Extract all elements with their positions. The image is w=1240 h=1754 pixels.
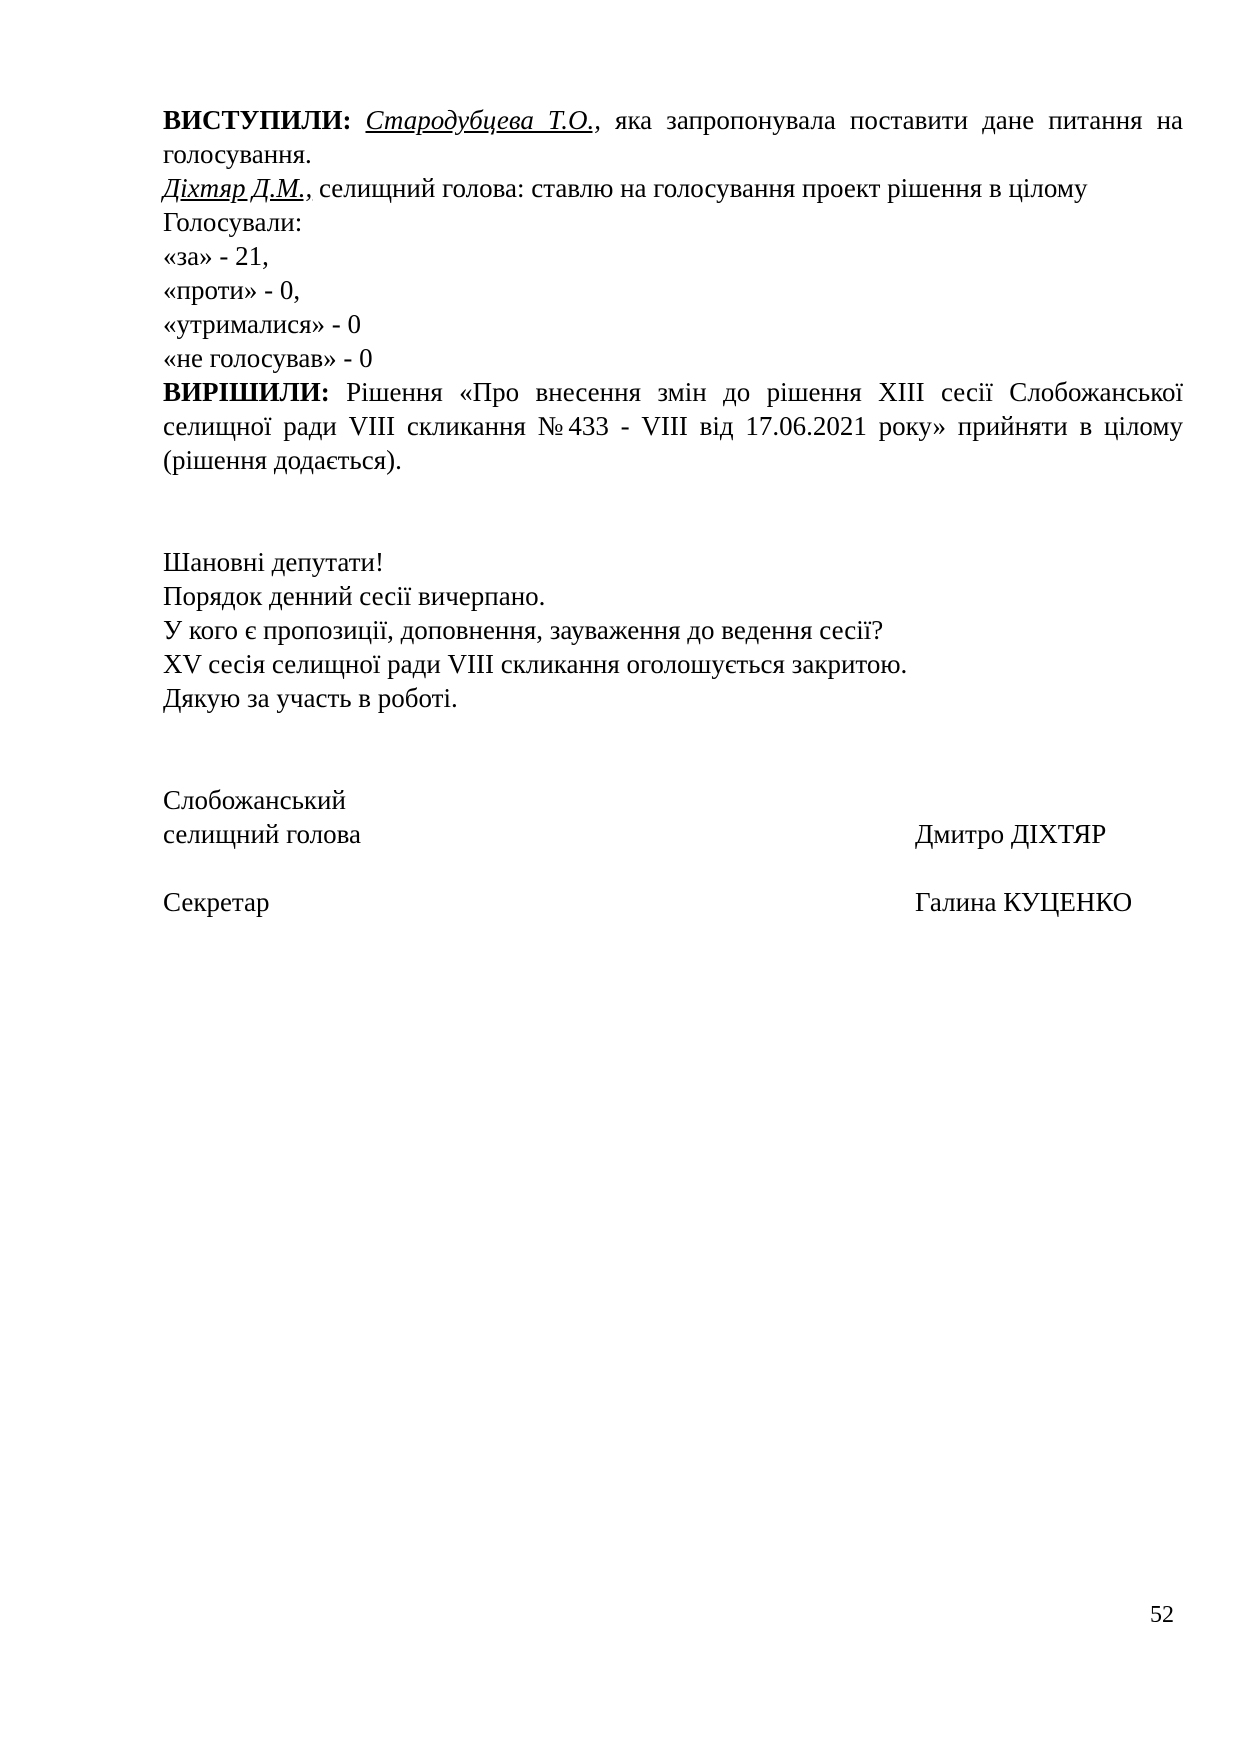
- vote-abstained: «утрималися» - 0: [163, 309, 362, 339]
- document-body: [163, 103, 1183, 919]
- closing-line-4: XV сесія селищної ради VIII скликання оголошується закритою.: [163, 649, 908, 679]
- speech-paragraph-2: [163, 171, 1183, 205]
- decision-paragraph: [163, 375, 1183, 477]
- speaker-1-text: яка запропонувала поставити дане питання на голосування.: [163, 105, 1184, 169]
- vote-for: «за» - 21,: [163, 241, 269, 271]
- closing-line-3: У кого є пропозиції, доповнення, зауваження до ведення сесії?: [163, 615, 884, 645]
- spacer: [163, 851, 1183, 885]
- head-title-line-2: селищний голова: [163, 819, 362, 849]
- page-number: 52: [1150, 1602, 1174, 1628]
- head-signature-row: [163, 817, 1183, 851]
- closing-line-2: Порядок денний сесії вичерпано.: [163, 581, 546, 611]
- spacer: [163, 477, 1183, 545]
- speaker-2-text: селищний голова: ставлю на голосування проект рішення в цілому: [312, 173, 1088, 203]
- voting-title: Голосували:: [163, 207, 303, 237]
- secretary-title: Секретар: [163, 887, 270, 917]
- head-name: Дмитро ДІХТЯР: [915, 819, 1107, 849]
- secretary-name: Галина КУЦЕНКО: [915, 887, 1133, 917]
- secretary-signature-row: [163, 885, 1183, 919]
- decision-text: Рішення «Про внесення змін до рішення ХІІІ сесії Слобожанської селищної ради VIII скликання №433 - VIII від 17.06.2021 року» прийняти в цілому (рішення додається).: [163, 377, 1183, 475]
- speech-label: ВИСТУПИЛИ:: [163, 105, 352, 135]
- speech-paragraph-1: [163, 103, 1183, 171]
- head-title-line-1: Слобожанський: [163, 785, 346, 815]
- spacer: [163, 715, 1183, 783]
- speaker-1-name: Стародубцева Т.О.,: [365, 105, 601, 135]
- vote-against: «проти» - 0,: [163, 275, 301, 305]
- closing-line-5: Дякую за участь в роботі.: [163, 683, 458, 713]
- closing-line-1: Шановні депутати!: [163, 547, 384, 577]
- vote-not-voted: «не голосував» - 0: [163, 343, 373, 373]
- decision-label: ВИРІШИЛИ:: [163, 377, 330, 407]
- speaker-2-name: Діхтяр Д.М.,: [163, 173, 313, 203]
